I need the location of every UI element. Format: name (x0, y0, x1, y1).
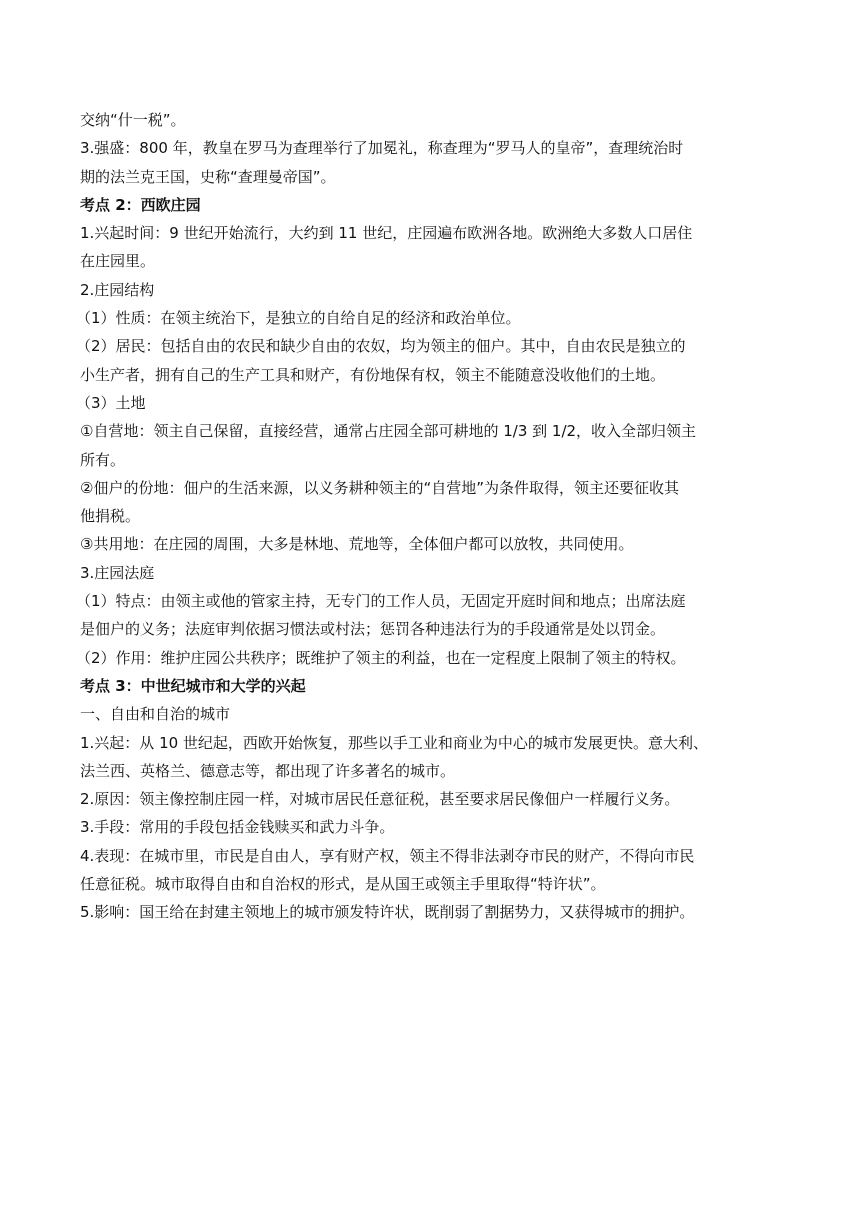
text-line: ①自营地：领主自己保留，直接经营，通常占庄园全部可耕地的 1/3 到 1/2，收入全部归领主 (80, 422, 697, 441)
text-line: 法兰西、英格兰、德意志等，都出现了许多著名的城市。 (80, 761, 456, 780)
text-line: （2）作用：维护庄园公共秩序；既维护了领主的利益，也在一定程度上限制了领主的特权。 (76, 648, 686, 667)
text-line: 任意征税。城市取得自由和自治权的形式，是从国王或领主手里取得“特许状”。 (80, 875, 606, 894)
text-line: 3.手段：常用的手段包括金钱赎买和武力斗争。 (80, 818, 395, 837)
text-line: 一、自由和自治的城市 (80, 705, 231, 724)
text-line: （1）特点：由领主或他的管家主持，无专门的工作人员，无固定开庭时间和地点；出席法庭 (76, 592, 686, 611)
text-line: 5.影响：国王给在封建主领地上的城市颁发特许状，既削弱了割据势力，又获得城市的拥护。 (80, 903, 695, 922)
text-line: 3.强盛：800 年，教皇在罗马为查理举行了加冕礼，称查理为“罗马人的皇帝”，查理统治时 (80, 139, 684, 158)
text-line: 在庄园里。 (80, 252, 156, 271)
text-line: 期的法兰克王国，史称“查理曼帝国”。 (80, 167, 336, 186)
text-line: 所有。 (80, 450, 126, 469)
document-body (76, 106, 780, 927)
text-line: （3）土地 (76, 393, 146, 412)
text-line: 小生产者，拥有自己的生产工具和财产，有份地保有权，领主不能随意没收他们的土地。 (80, 365, 666, 384)
text-line: （1）性质：在领主统治下，是独立的自给自足的经济和政治单位。 (76, 309, 521, 328)
text-line: ②佃户的份地：佃户的生活来源，以义务耕种领主的“自营地”为条件取得，领主还要征收其 (80, 478, 679, 497)
text-line: 他捐税。 (80, 507, 141, 526)
text-line: 交纳“什一税”。 (80, 111, 186, 129)
section-heading: 考点 2：西欧庄园 (80, 195, 201, 214)
text-line: 2.庄园结构 (80, 280, 155, 299)
text-line: 1.兴起时间：9 世纪开始流行，大约到 11 世纪，庄园遍布欧洲各地。欧洲绝大多数人口居住 (80, 224, 693, 243)
text-line: 3.庄园法庭 (80, 563, 155, 582)
text-line: ③共用地：在庄园的周围，大多是林地、荒地等，全体佃户都可以放牧，共同使用。 (80, 535, 634, 554)
text-line: 是佃户的义务；法庭审判依据习惯法或村法；惩罚各种违法行为的手段通常是处以罚金。 (80, 620, 666, 639)
text-line: （2）居民：包括自由的农民和缺少自由的农奴，均为领主的佃户。其中，自由农民是独立的 (76, 337, 686, 356)
text-line: 4.表现：在城市里，市民是自由人，享有财产权，领主不得非法剥夺市民的财产，不得向市民 (80, 846, 695, 865)
text-line: 1.兴起：从 10 世纪起，西欧开始恢复，那些以手工业和商业为中心的城市发展更快。意大利、 (80, 733, 708, 752)
section-heading: 考点 3：中世纪城市和大学的兴起 (80, 676, 306, 695)
text-line: 2.原因：领主像控制庄园一样，对城市居民任意征税，甚至要求居民像佃户一样履行义务。 (80, 790, 680, 809)
